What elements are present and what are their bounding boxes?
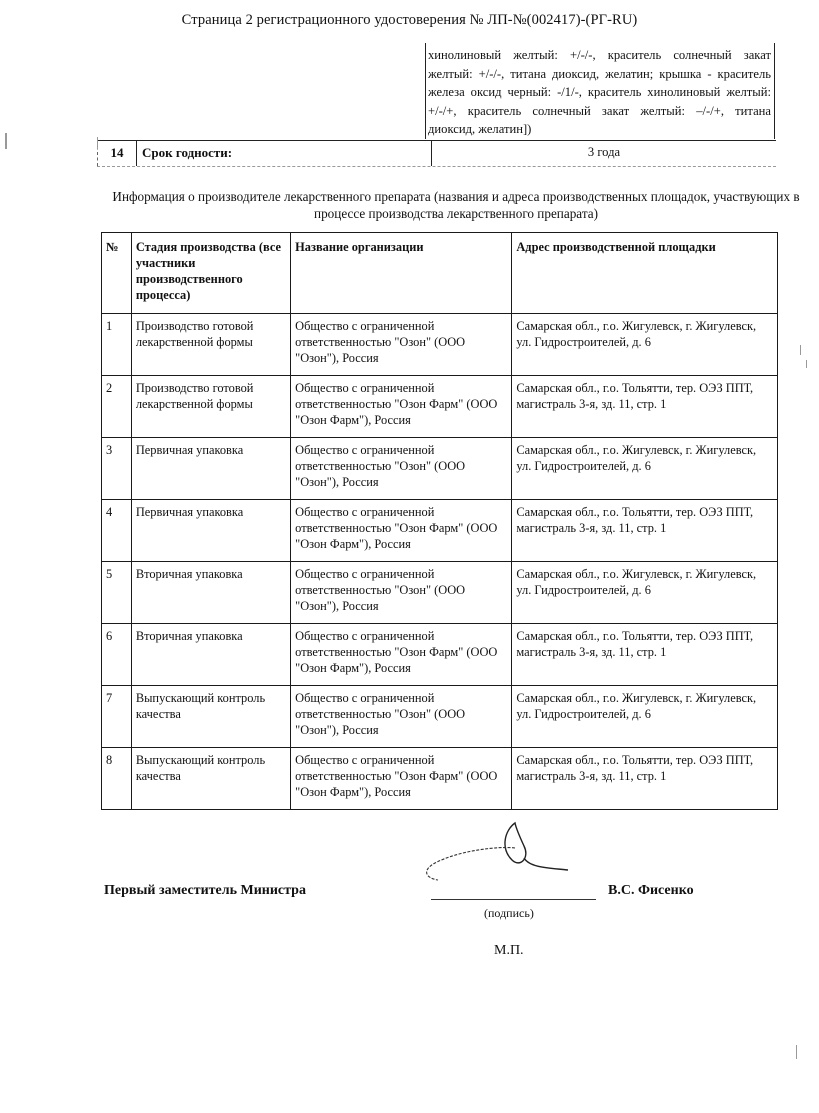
manufacturer-info-title: Информация о производителе лекарственного препарата (названия и адреса производственных площадок, участвующих в процессе производства лекарственного препарата)	[112, 189, 800, 221]
cell-address: Самарская обл., г.о. Тольятти, тер. ОЭЗ ППТ, магистраль 3-я, зд. 11, стр. 1	[512, 500, 778, 562]
cell-address: Самарская обл., г.о. Тольятти, тер. ОЭЗ ППТ, магистраль 3-я, зд. 11, стр. 1	[512, 376, 778, 438]
cell-address: Самарская обл., г.о. Жигулевск, г. Жигулевск, ул. Гидростроителей, д. 6	[512, 686, 778, 748]
cell-number: 4	[102, 500, 132, 562]
cell-number: 2	[102, 376, 132, 438]
table-row	[102, 686, 778, 748]
shelf-life-value: 3 года	[587, 145, 621, 159]
cell-organization: Общество с ограниченной ответственностью "Озон Фарм" (ООО "Озон Фарм"), Россия	[291, 624, 512, 686]
cell-stage: Первичная упаковка	[131, 500, 290, 562]
scan-artifact	[5, 133, 7, 149]
col-header-stage: Стадия производства (все участники производственного процесса)	[131, 233, 290, 314]
cell-number: 3	[102, 438, 132, 500]
handwritten-signature-icon	[420, 818, 620, 893]
cell-organization: Общество с ограниченной ответственностью "Озон" (ООО "Озон"), Россия	[291, 314, 512, 376]
cell-number: 7	[102, 686, 132, 748]
signatory-name: В.С. Фисенко	[608, 883, 694, 898]
scan-artifact	[800, 345, 801, 355]
scan-artifact	[806, 360, 807, 368]
cell-number: 1	[102, 314, 132, 376]
cell-number: 5	[102, 562, 132, 624]
cell-stage: Первичная упаковка	[131, 438, 290, 500]
table-row	[102, 438, 778, 500]
table-header-row	[102, 233, 778, 314]
row-number: 14	[97, 141, 137, 166]
signatory-role: Первый заместитель Министра	[104, 883, 306, 898]
cell-number: 8	[102, 748, 132, 810]
signature-caption: (подпись)	[484, 906, 534, 920]
table-row	[102, 748, 778, 810]
cell-organization: Общество с ограниченной ответственностью "Озон" (ООО "Озон"), Россия	[291, 562, 512, 624]
cell-organization: Общество с ограниченной ответственностью "Озон Фарм" (ООО "Озон Фарм"), Россия	[291, 376, 512, 438]
cell-stage: Вторичная упаковка	[131, 624, 290, 686]
cell-address: Самарская обл., г.о. Жигулевск, г. Жигулевск, ул. Гидростроителей, д. 6	[512, 314, 778, 376]
composition-continuation: хинолиновый желтый: +/-/-, краситель солнечный закат желтый: +/-/-, титана диоксид, желатин; крышка - краситель железа оксид черный: -/1/-, краситель хинолиновый желтый: +/-/+, краситель солнечный закат желтый: –/-/+, титана диоксид, желатин])	[425, 43, 775, 139]
scan-artifact	[97, 137, 98, 149]
col-header-address: Адрес производственной площадки	[512, 233, 778, 314]
cell-organization: Общество с ограниченной ответственностью "Озон Фарм" (ООО "Озон Фарм"), Россия	[291, 500, 512, 562]
cell-address: Самарская обл., г.о. Тольятти, тер. ОЭЗ ППТ, магистраль 3-я, зд. 11, стр. 1	[512, 748, 778, 810]
cell-number: 6	[102, 624, 132, 686]
shelf-life-label: Срок годности:	[137, 141, 432, 166]
cell-address: Самарская обл., г.о. Жигулевск, г. Жигулевск, ул. Гидростроителей, д. 6	[512, 562, 778, 624]
page-header: Страница 2 регистрационного удостоверения № ЛП-№(002417)-(РГ-RU)	[181, 12, 638, 28]
col-header-organization: Название организации	[291, 233, 512, 314]
cell-stage: Вторичная упаковка	[131, 562, 290, 624]
table-row	[102, 500, 778, 562]
cell-address: Самарская обл., г.о. Жигулевск, г. Жигулевск, ул. Гидростроителей, д. 6	[512, 438, 778, 500]
table-row	[102, 376, 778, 438]
table-row	[102, 562, 778, 624]
table-row	[102, 314, 778, 376]
cell-address: Самарская обл., г.о. Тольятти, тер. ОЭЗ ППТ, магистраль 3-я, зд. 11, стр. 1	[512, 624, 778, 686]
col-header-number: №	[102, 233, 132, 314]
signature-line	[431, 899, 596, 900]
cell-organization: Общество с ограниченной ответственностью "Озон Фарм" (ООО "Озон Фарм"), Россия	[291, 748, 512, 810]
cell-stage: Выпускающий контроль качества	[131, 748, 290, 810]
table-row	[102, 624, 778, 686]
cell-stage: Производство готовой лекарственной формы	[131, 314, 290, 376]
manufacturer-table	[101, 232, 778, 810]
scan-artifact	[796, 1045, 797, 1059]
cell-organization: Общество с ограниченной ответственностью "Озон" (ООО "Озон"), Россия	[291, 438, 512, 500]
shelf-life-row	[97, 140, 776, 167]
cell-organization: Общество с ограниченной ответственностью "Озон" (ООО "Озон"), Россия	[291, 686, 512, 748]
cell-stage: Производство готовой лекарственной формы	[131, 376, 290, 438]
cell-stage: Выпускающий контроль качества	[131, 686, 290, 748]
stamp-place: М.П.	[494, 943, 524, 958]
